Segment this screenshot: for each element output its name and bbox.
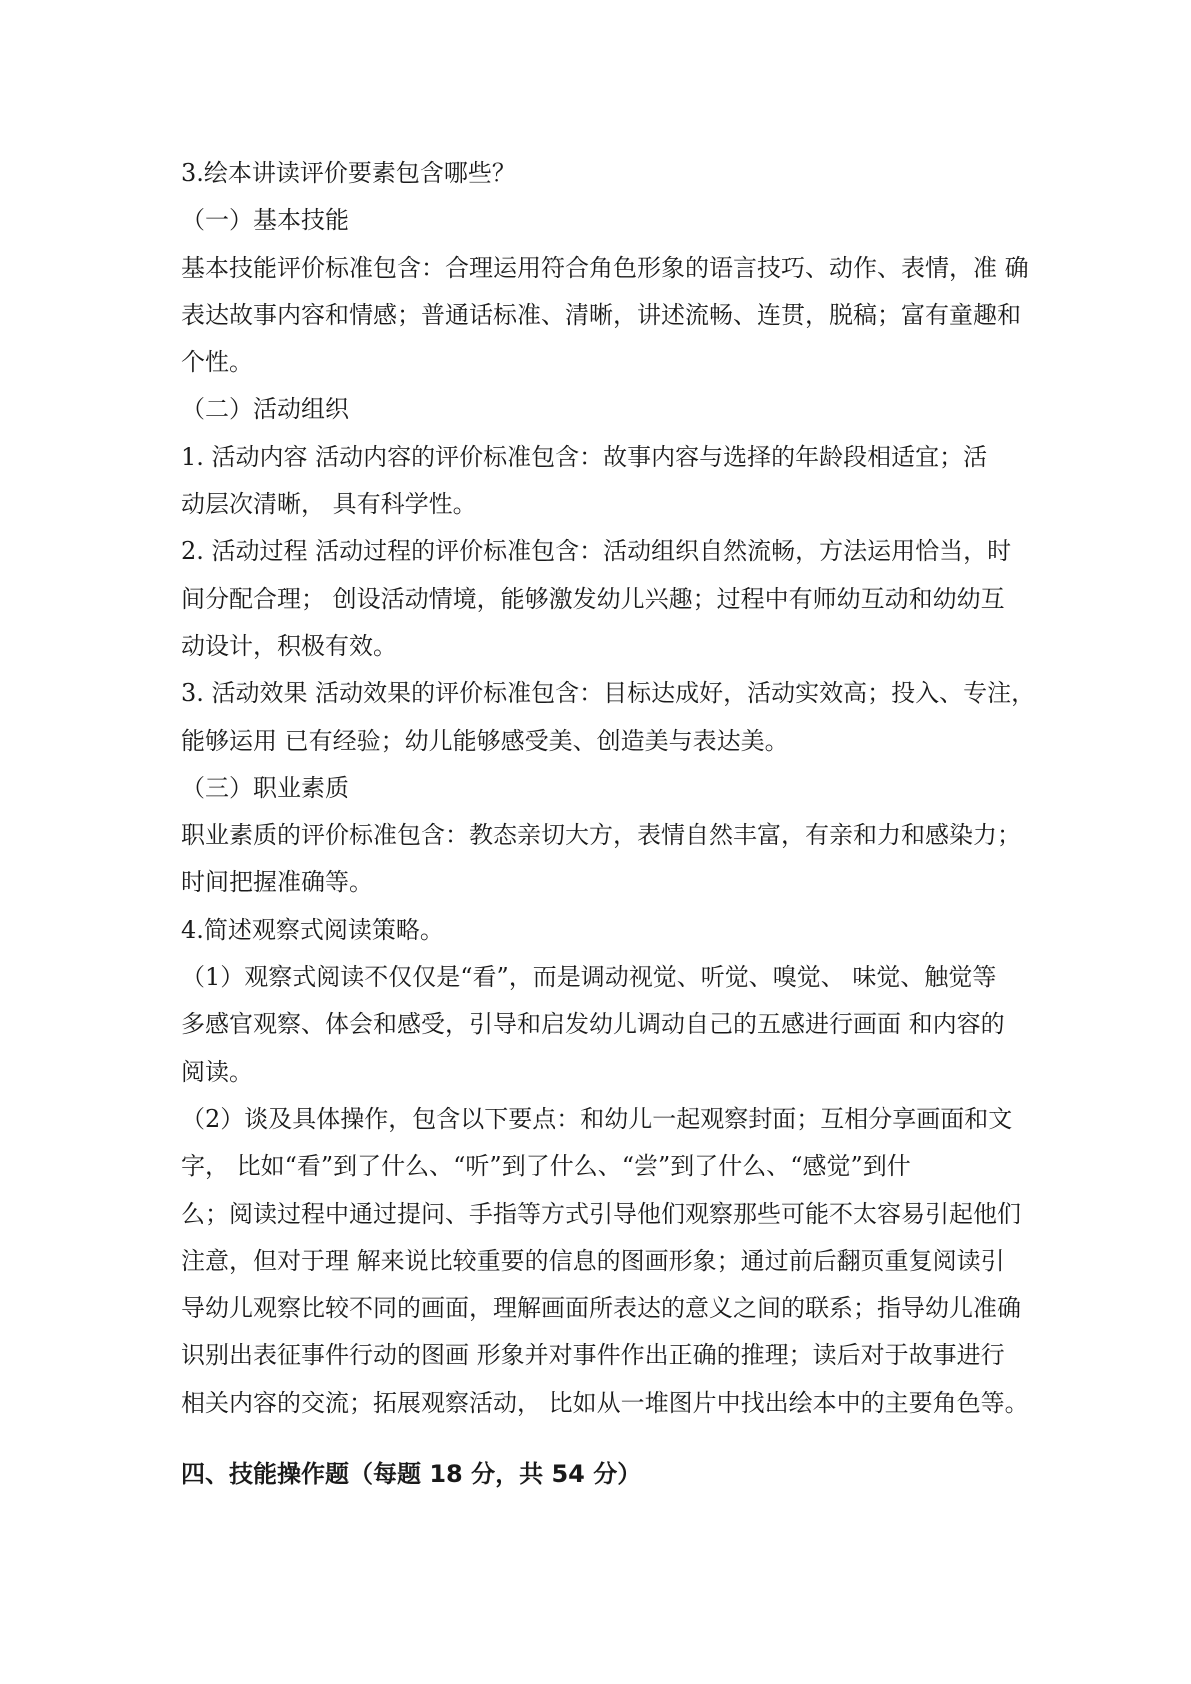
paragraph-line: 多感官观察、体会和感受，引导和启发幼儿调动自己的五感进行画面 和内容的 [181, 1010, 1005, 1039]
paragraph-line: 注意，但对于理 解来说比较重要的信息的图画形象；通过前后翻页重复阅读引 [181, 1246, 1005, 1275]
paragraph-line: 表达故事内容和情感；普通话标准、清晰，讲述流畅、连贯，脱稿；富有童趣和 [181, 300, 1021, 329]
subheading-professional-quality: （三）职业素质 [181, 773, 349, 802]
paragraph-line: 基本技能评价标准包含：合理运用符合角色形象的语言技巧、动作、表情，准 确 [181, 253, 1029, 282]
paragraph-line: 字， 比如“看”到了什么、“听”到了什么、“尝”到了什么、“感觉”到什 [181, 1152, 911, 1181]
paragraph-line: 1. 活动内容 活动内容的评价标准包含：故事内容与选择的年龄段相适宜；活 [181, 442, 988, 471]
paragraph-line: 么；阅读过程中通过提问、手指等方式引导他们观察那些可能不太容易引起他们 [181, 1199, 1021, 1228]
paragraph-line: 个性。 [181, 348, 253, 377]
paragraph-line: 时间把握准确等。 [181, 868, 373, 897]
paragraph-line: 识别出表征事件行动的图画 形象并对事件作出正确的推理；读后对于故事进行 [181, 1341, 1005, 1370]
document-body [181, 150, 1036, 1498]
question-4-title: 4.简述观察式阅读策略。 [181, 915, 444, 944]
paragraph-line: 动层次清晰， 具有科学性。 [181, 490, 477, 519]
paragraph-line: 能够运用 已有经验；幼儿能够感受美、创造美与表达美。 [181, 726, 789, 755]
paragraph-line: 职业素质的评价标准包含：教态亲切大方，表情自然丰富，有亲和力和感染力； [181, 821, 1021, 850]
paragraph-line: 导幼儿观察比较不同的画面，理解画面所表达的意义之间的联系；指导幼儿准确 [181, 1294, 1021, 1323]
section-heading-skill-operation: 四、技能操作题（每题 18 分，共 54 分） [181, 1460, 642, 1489]
paragraph-line: （1）观察式阅读不仅仅是“看”，而是调动视觉、听觉、嗅觉、 味觉、触觉等 [181, 963, 997, 992]
subheading-activity-organization: （二）活动组织 [181, 395, 349, 424]
paragraph-line: 阅读。 [181, 1057, 253, 1086]
question-3-title: 3.绘本讲读评价要素包含哪些？ [181, 159, 516, 187]
paragraph-line: 3. 活动效果 活动效果的评价标准包含：目标达成好，活动实效高；投入、专注， [181, 679, 1036, 708]
subheading-basic-skills: （一）基本技能 [181, 206, 349, 235]
paragraph-line: 间分配合理； 创设活动情境，能够激发幼儿兴趣；过程中有师幼互动和幼幼互 [181, 584, 1005, 613]
paragraph-line: 相关内容的交流；拓展观察活动， 比如从一堆图片中找出绘本中的主要角色等。 [181, 1388, 1029, 1417]
paragraph-line: （2）谈及具体操作，包含以下要点：和幼儿一起观察封面；互相分享画面和文 [181, 1104, 1013, 1133]
paragraph-line: 动设计，积极有效。 [181, 631, 397, 660]
paragraph-line: 2. 活动过程 活动过程的评价标准包含：活动组织自然流畅，方法运用恰当，时 [181, 537, 1012, 566]
